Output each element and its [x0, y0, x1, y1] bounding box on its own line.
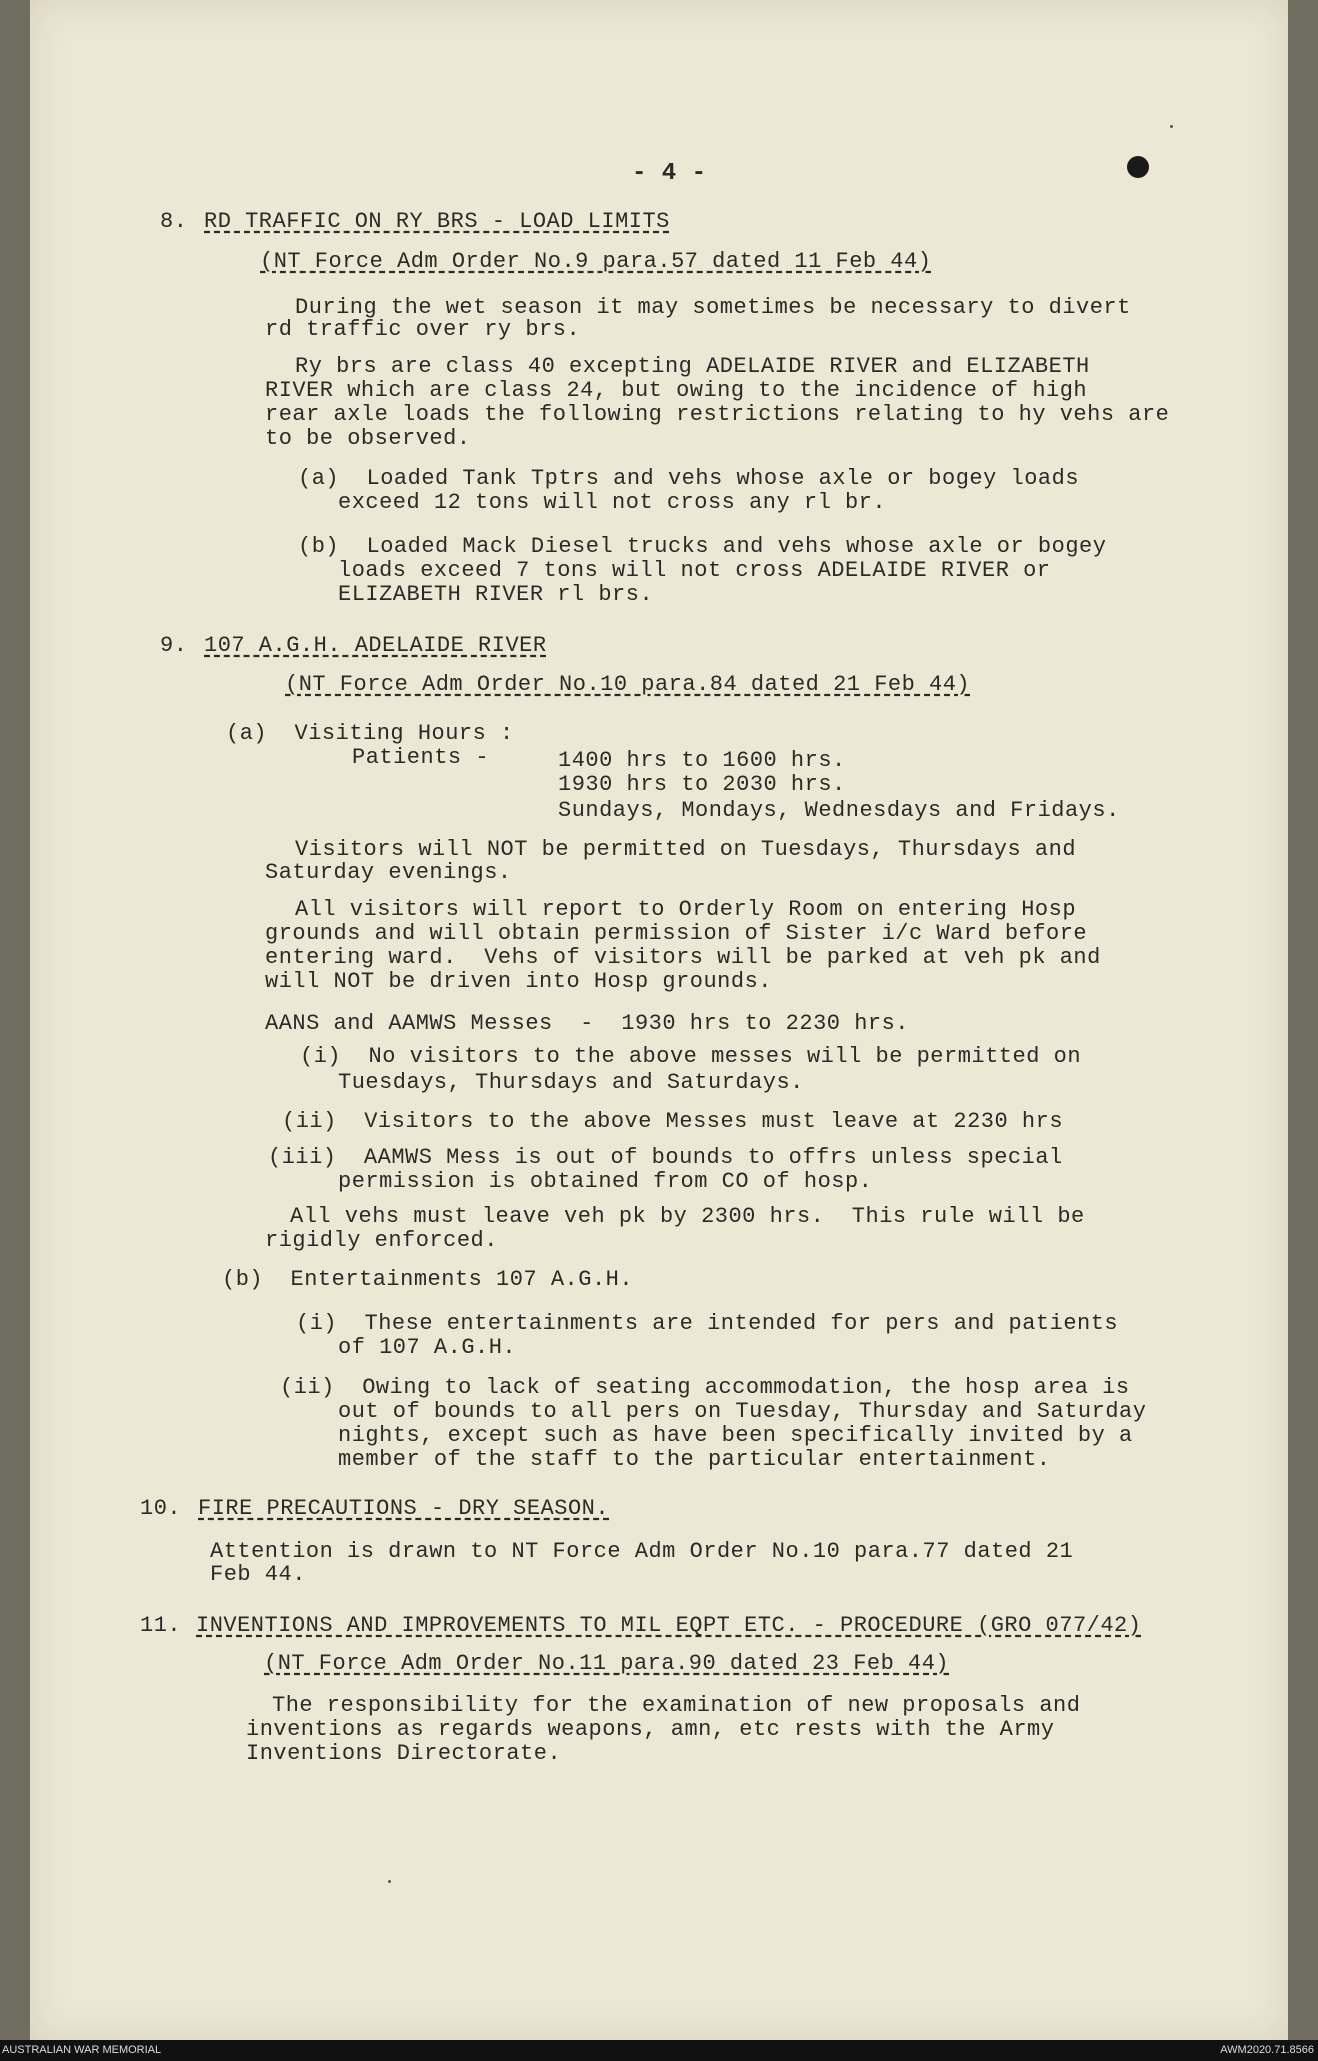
- section-11-heading: INVENTIONS AND IMPROVEMENTS TO MIL EQPT ETC. - PROCEDURE (GRO 077/42): [196, 1613, 1142, 1638]
- paragraph-line: All vehs must leave veh pk by 2300 hrs. This rule will be: [290, 1204, 1085, 1229]
- paragraph-line: All visitors will report to Orderly Room on entering Hosp: [295, 897, 1077, 922]
- paragraph-line: The responsibility for the examination of new proposals and: [272, 1693, 1081, 1718]
- list-item-line: (ii) Owing to lack of seating accommodation, the hosp area is: [280, 1375, 1130, 1400]
- list-item-line: nights, except such as have been specifically invited by a: [338, 1423, 1133, 1448]
- list-item-line: exceed 12 tons will not cross any rl br.: [338, 490, 887, 515]
- paragraph-line: to be observed.: [265, 426, 471, 451]
- list-item-line: (iii) AAMWS Mess is out of bounds to offrs unless special: [268, 1145, 1063, 1170]
- list-item-line: (a) Loaded Tank Tptrs and vehs whose axle or bogey loads: [298, 466, 1080, 491]
- section-11-reference: (NT Force Adm Order No.11 para.90 dated 23 Feb 44): [264, 1651, 950, 1676]
- archive-footer: [0, 2040, 1318, 2061]
- paragraph-line: Ry brs are class 40 excepting ADELAIDE RIVER and ELIZABETH: [295, 354, 1090, 379]
- paragraph-line: inventions as regards weapons, amn, etc rests with the Army: [246, 1717, 1055, 1742]
- section-8-reference: (NT Force Adm Order No.9 para.57 dated 11 Feb 44): [260, 249, 932, 274]
- paragraph-line: Feb 44.: [210, 1562, 306, 1587]
- paragraph-line: AANS and AAMWS Messes - 1930 hrs to 2230 hrs.: [265, 1011, 910, 1036]
- list-item-line: (ii) Visitors to the above Messes must leave at 2230 hrs: [282, 1109, 1064, 1134]
- paragraph-line: RIVER which are class 24, but owing to the incidence of high: [265, 378, 1088, 403]
- paragraph-line: Visitors will NOT be permitted on Tuesdays, Thursdays and: [295, 837, 1077, 862]
- list-item-line: of 107 A.G.H.: [338, 1335, 517, 1360]
- section-11-number: 11.: [140, 1613, 182, 1638]
- list-item-line: Patients -: [352, 745, 490, 770]
- paragraph-line: Inventions Directorate.: [246, 1741, 562, 1766]
- list-item-line: 1400 hrs to 1600 hrs.: [558, 748, 846, 773]
- section-9-reference: (NT Force Adm Order No.10 para.84 dated 21 Feb 44): [285, 672, 971, 697]
- paragraph-line: rigidly enforced.: [265, 1228, 498, 1253]
- paragraph-line: Saturday evenings.: [265, 860, 512, 885]
- list-item-line: (b) Entertainments 107 A.G.H.: [222, 1267, 634, 1292]
- section-8-number: 8.: [160, 209, 188, 234]
- paragraph-line: During the wet season it may sometimes be necessary to divert: [295, 295, 1131, 320]
- list-item-line: (i) No visitors to the above messes will be permitted on: [300, 1044, 1082, 1069]
- list-item-line: Tuesdays, Thursdays and Saturdays.: [338, 1070, 804, 1095]
- list-item-line: out of bounds to all pers on Tuesday, Thursday and Saturday: [338, 1399, 1147, 1424]
- section-9-number: 9.: [160, 633, 188, 658]
- archive-reference: AWM2020.71.8566: [1220, 2044, 1314, 2056]
- list-item-line: (b) Loaded Mack Diesel trucks and vehs whose axle or bogey: [298, 534, 1107, 559]
- paragraph-line: rear axle loads the following restrictions relating to hy vehs are: [265, 402, 1170, 427]
- paper-speck: [388, 1880, 391, 1883]
- paragraph-line: Attention is drawn to NT Force Adm Order No.10 para.77 dated 21: [210, 1539, 1074, 1564]
- list-item-line: 1930 hrs to 2030 hrs.: [558, 772, 846, 797]
- list-item-line: (a) Visiting Hours :: [226, 721, 514, 746]
- paragraph-line: entering ward. Vehs of visitors will be parked at veh pk and: [265, 945, 1101, 970]
- paper-speck: [1170, 125, 1173, 128]
- archive-name: AUSTRALIAN WAR MEMORIAL: [2, 2044, 162, 2056]
- section-9-heading: 107 A.G.H. ADELAIDE RIVER: [204, 633, 547, 658]
- list-item-line: permission is obtained from CO of hosp.: [338, 1169, 873, 1194]
- list-item-line: loads exceed 7 tons will not cross ADELAIDE RIVER or: [338, 558, 1051, 583]
- section-10-heading: FIRE PRECAUTIONS - DRY SEASON.: [198, 1496, 610, 1521]
- section-10-number: 10.: [140, 1496, 182, 1521]
- section-8-heading: RD TRAFFIC ON RY BRS - LOAD LIMITS: [204, 209, 670, 234]
- list-item-line: ELIZABETH RIVER rl brs.: [338, 582, 654, 607]
- page-number: - 4 -: [632, 160, 707, 187]
- list-item-line: member of the staff to the particular entertainment.: [338, 1447, 1051, 1472]
- list-item-line: Sundays, Mondays, Wednesdays and Fridays.: [558, 798, 1120, 823]
- paragraph-line: rd traffic over ry brs.: [265, 317, 581, 342]
- paragraph-line: will NOT be driven into Hosp grounds.: [265, 969, 772, 994]
- list-item-line: (i) These entertainments are intended for pers and patients: [296, 1311, 1119, 1336]
- paragraph-line: grounds and will obtain permission of Sister i/c Ward before: [265, 921, 1088, 946]
- punch-hole: [1127, 156, 1149, 178]
